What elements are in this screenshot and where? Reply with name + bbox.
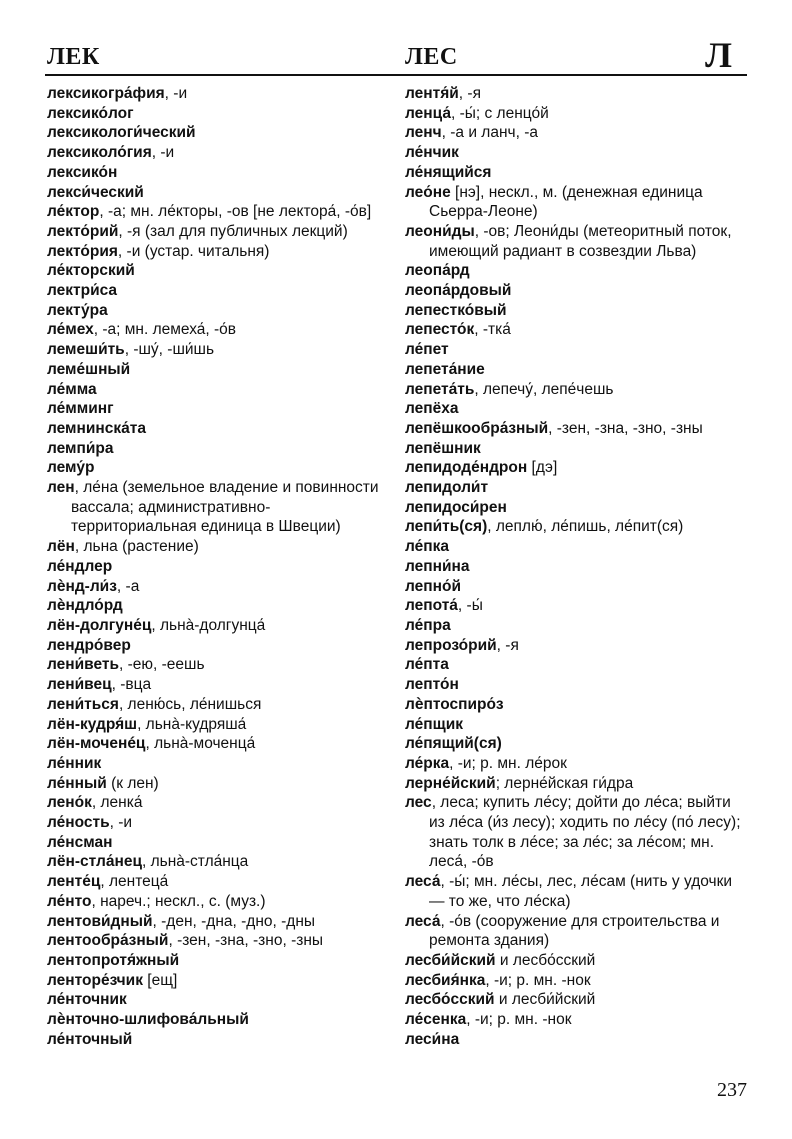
headword: лепно́й (405, 577, 461, 595)
headword: ле́нто (47, 892, 92, 910)
headword: ле́нный (47, 774, 107, 792)
dictionary-entry (47, 754, 392, 774)
dictionary-entry (405, 990, 750, 1010)
dictionary-entry (47, 872, 392, 892)
entry-remark: , -я (496, 636, 519, 654)
dictionary-entry (47, 616, 392, 636)
headword: ле́нящийся (405, 163, 492, 181)
entry-remark: , лепечу́, лепе́чешь (474, 380, 614, 398)
dictionary-entry (405, 183, 750, 222)
headword: лекто́рий (47, 222, 119, 240)
entry-remark: , -и; р. мн. -нок (485, 971, 591, 989)
section-letter: Л (705, 35, 732, 75)
headword: ленте́ц (47, 873, 101, 891)
entry-remark: ; лерне́йская ги́дра (495, 774, 634, 792)
headword: лемнинска́та (47, 419, 146, 437)
headword: лектри́са (47, 282, 118, 300)
headword: леони́ды (405, 222, 475, 240)
dictionary-entry (47, 380, 392, 400)
dictionary-entry (405, 320, 750, 340)
headword: лекси́ческий (47, 183, 144, 201)
headword: лепёшник (405, 439, 481, 457)
headword: лекту́ра (47, 301, 108, 319)
headword: лес (405, 794, 432, 812)
headword: лепто́н (405, 676, 459, 694)
entry-remark: и лесби́йский (494, 991, 596, 1009)
headword: лентови́дный (47, 912, 153, 930)
dictionary-entry (47, 695, 392, 715)
headword: ле́рка (405, 754, 450, 772)
headword: ле́мма (47, 380, 97, 398)
entry-remark: , леса; купить ле́су; дойти до ле́са; выйти из ле́са (и́з лесу); ходить по ле́су (по́ лесу); знать толк в ле́се; за ле́с; за ле́сом; мн. леса́, -о́в (429, 794, 741, 871)
headword: лѐндло́рд (47, 597, 123, 615)
header-rule (45, 74, 747, 76)
headword: лесбия́нка (405, 971, 486, 989)
headword: леопа́рд (405, 262, 470, 280)
dictionary-entry (405, 163, 750, 183)
dictionary-entry (47, 202, 392, 222)
headword: лепесто́к (405, 321, 475, 339)
dictionary-entry (405, 754, 750, 774)
headword: лентопротя́жный (47, 951, 180, 969)
dictionary-entry (47, 557, 392, 577)
dictionary-entry (47, 734, 392, 754)
entry-remark: , льнà-долгунца́ (151, 616, 266, 634)
headword: лён-моченéц (47, 735, 146, 753)
dictionary-entry (405, 577, 750, 597)
headword: лексикологи́ческий (47, 124, 196, 142)
dictionary-entry (405, 734, 750, 754)
dictionary-entry (405, 951, 750, 971)
dictionary-entry (47, 104, 392, 124)
dictionary-entry (405, 793, 750, 872)
dictionary-entry (405, 655, 750, 675)
headword: ле́ндлер (47, 557, 113, 575)
dictionary-entry (47, 793, 392, 813)
headword: ле́пщик (405, 715, 463, 733)
dictionary-entry (405, 636, 750, 656)
dictionary-entry (47, 912, 392, 932)
headword: лепидоли́т (405, 479, 489, 497)
headword: ле́нточный (47, 1030, 133, 1048)
headword: ле́пящий(ся) (405, 735, 502, 753)
entry-remark: , леню́сь, ле́нишься (118, 695, 262, 713)
entry-remark: , льнà-стла́нца (141, 853, 249, 871)
headword: леса́ (405, 873, 441, 891)
headword: лепидоде́ндрон (405, 459, 528, 477)
dictionary-entry (47, 419, 392, 439)
dictionary-entry (405, 360, 750, 380)
entry-remark: , -а (116, 577, 140, 595)
dictionary-entry (47, 478, 392, 537)
headword: лепёха (405, 400, 459, 418)
dictionary-entry (47, 84, 392, 104)
entry-remark: и лесбо́сский (495, 951, 596, 969)
dictionary-entry (47, 990, 392, 1010)
headword: лерне́йский (405, 774, 496, 792)
dictionary-entry (47, 1030, 392, 1050)
headword: лепёшкообра́зный (405, 419, 549, 437)
entry-remark: , -шу́, -ши́шь (124, 341, 215, 359)
headword: леси́на (405, 1030, 460, 1048)
headword: лѐнточно-шлифова́льный (47, 1011, 249, 1029)
entry-remark: , -зен, -зна, -зно, -зны (548, 419, 703, 437)
headword: ле́ность (47, 814, 110, 832)
dictionary-entry (47, 537, 392, 557)
dictionary-entry (47, 320, 392, 340)
headword: ле́пта (405, 656, 449, 674)
dictionary-entry (47, 261, 392, 281)
dictionary-entry (405, 281, 750, 301)
entry-remark: , -ов; Леони́ды (метеоритный поток, имеющий радиант в созвездии Льва) (429, 222, 732, 260)
entry-remark: , -а; мн. лемеха́, -о́в (93, 321, 237, 339)
dictionary-entry (47, 715, 392, 735)
headword: ле́нчик (405, 144, 459, 162)
headword: ленч (405, 124, 442, 142)
dictionary-entry (405, 557, 750, 577)
headword: лѐнд-ли́з (47, 577, 117, 595)
dictionary-entry (405, 340, 750, 360)
headword: леопа́рдовый (405, 282, 512, 300)
headword: леса́ (405, 912, 441, 930)
headword: лепи́ть(ся) (405, 518, 488, 536)
entry-remark: , -а и ланч, -а (441, 124, 538, 142)
headword: ле́ктор (47, 203, 100, 221)
dictionary-entry (405, 222, 750, 261)
headword: лено́к (47, 794, 92, 812)
headword: лепрозо́рий (405, 636, 497, 654)
dictionary-entry (47, 852, 392, 872)
dictionary-entry (47, 458, 392, 478)
headword: ле́пра (405, 616, 451, 634)
headword: лепета́ние (405, 360, 485, 378)
dictionary-entry (47, 813, 392, 833)
headword: лентя́й (405, 85, 459, 102)
dictionary-entry (47, 774, 392, 794)
headword: лемпи́ра (47, 439, 114, 457)
dictionary-entry (405, 872, 750, 911)
headword: лемеши́ть (47, 341, 125, 359)
entry-remark: , нареч.; нескл., с. (муз.) (91, 892, 266, 910)
headword: лен (47, 479, 75, 497)
dictionary-entry (47, 931, 392, 951)
entry-remark: , леплю́, ле́пишь, ле́пит(ся) (487, 518, 684, 536)
entry-remark: , -вца (111, 676, 152, 694)
headword: лепота́ (405, 597, 458, 615)
entry-remark: (к лен) (106, 774, 159, 792)
headword: лени́вец (47, 676, 112, 694)
entry-remark: , -ы́ (457, 597, 483, 615)
entry-remark: , -тка́ (474, 321, 511, 339)
headword: ле́сенка (405, 1011, 467, 1029)
dictionary-entry (47, 399, 392, 419)
entry-remark: , -а; мн. ле́кторы, -ов [не лектора́, -о́в] (99, 203, 372, 221)
dictionary-entry (47, 675, 392, 695)
headword: ленца́ (405, 104, 451, 122)
entry-remark: , лентеца́ (100, 873, 169, 891)
entry-remark: [дэ] (527, 459, 558, 477)
dictionary-entry (405, 301, 750, 321)
headword: лентообра́зный (47, 932, 169, 950)
entry-remark: , -и; р. мн. ле́рок (449, 754, 567, 772)
dictionary-entry (405, 439, 750, 459)
entry-remark: , -и (устар. читальня) (117, 242, 270, 260)
entry-remark: , -ы́; мн. ле́сы, лес, ле́сам (нить у удочки — то же, что ле́ска) (429, 873, 733, 910)
dictionary-entry (405, 774, 750, 794)
entry-remark: , льна (растение) (74, 538, 199, 556)
dictionary-entry (405, 399, 750, 419)
headword: ле́пка (405, 538, 450, 556)
entry-remark: , льнà-кудряша́ (137, 715, 247, 733)
dictionary-entry (47, 892, 392, 912)
headword: ле́мех (47, 321, 94, 339)
entry-remark: , -ден, -дна, -дно, -дны (152, 912, 316, 930)
entry-remark: , -о́в (сооружение для строительства и ремонта здания) (429, 912, 720, 950)
dictionary-entry (47, 123, 392, 143)
headword: лексико́н (47, 163, 118, 181)
headword: ле́кторский (47, 262, 135, 280)
headword: лексикогра́фия (47, 85, 165, 102)
right-column (405, 84, 750, 1049)
dictionary-entry (47, 360, 392, 380)
entry-remark: [ещ] (142, 971, 178, 989)
headword: лексико́лог (47, 104, 134, 122)
headword: лепета́ть (405, 380, 475, 398)
headword: лесби́йский (405, 951, 496, 969)
entry-remark: , -ею, -еешь (119, 656, 205, 674)
headword: лени́ться (47, 695, 119, 713)
left-column (47, 84, 392, 1049)
headword: ле́мминг (47, 400, 114, 418)
entry-remark: , -зен, -зна, -зно, -зны (168, 932, 324, 950)
headword: лён (47, 538, 75, 556)
dictionary-entry (405, 123, 750, 143)
dictionary-entry (405, 1030, 750, 1050)
headword: лён-кудря́ш (47, 715, 138, 733)
dictionary-entry (47, 971, 392, 991)
headword: ленторе́зчик (47, 971, 143, 989)
dictionary-entry (47, 163, 392, 183)
dictionary-entry (47, 951, 392, 971)
dictionary-entry (47, 242, 392, 262)
dictionary-entry (405, 715, 750, 735)
dictionary-entry (47, 143, 392, 163)
entry-remark: , ле́на (земельное владение и повинности вассала; административно-территориальная единица в Швеции) (71, 479, 379, 536)
headword: лён-долгуне́ц (47, 616, 152, 634)
headword: лени́веть (47, 656, 120, 674)
dictionary-entry (405, 458, 750, 478)
dictionary-entry (405, 261, 750, 281)
dictionary-entry (405, 84, 750, 104)
dictionary-entry (405, 675, 750, 695)
dictionary-entry (47, 655, 392, 675)
headword: ле́нсман (47, 833, 113, 851)
page-number: 237 (717, 1079, 747, 1101)
dictionary-entry (405, 498, 750, 518)
dictionary-entry (47, 596, 392, 616)
dictionary-entry (47, 281, 392, 301)
dictionary-entry (47, 833, 392, 853)
headword: лѐптоспиро́з (405, 695, 504, 713)
headword: лепестко́вый (405, 301, 507, 319)
headword: ле́нточник (47, 991, 127, 1009)
dictionary-entry (405, 695, 750, 715)
dictionary-entry (405, 912, 750, 951)
dictionary-entry (47, 301, 392, 321)
dictionary-entry (405, 971, 750, 991)
dictionary-entry (47, 439, 392, 459)
headword: леме́шный (47, 360, 131, 378)
running-head-left: ЛЕК (47, 44, 100, 70)
dictionary-entry (47, 183, 392, 203)
dictionary-entry (47, 636, 392, 656)
headword: ле́нник (47, 754, 102, 772)
headword: лему́р (47, 459, 95, 477)
headword: лесбо́сский (405, 991, 495, 1009)
dictionary-entry (405, 380, 750, 400)
running-head-right: ЛЕС (405, 44, 458, 70)
dictionary-entry (405, 517, 750, 537)
entry-remark: , -я (458, 85, 481, 102)
entry-remark: , льнà-моченца́ (145, 735, 256, 753)
entry-remark: , -я (зал для публичных лекций) (118, 222, 348, 240)
entry-remark: , ленка́ (91, 794, 143, 812)
entry-remark: , -и (109, 814, 133, 832)
headword: лепидоси́рен (405, 498, 507, 516)
dictionary-entry (405, 1010, 750, 1030)
dictionary-entry (47, 1010, 392, 1030)
dictionary-entry (405, 478, 750, 498)
entry-remark: , -и (151, 144, 175, 162)
headword: лён-стла́нец (47, 853, 142, 871)
entry-remark: [нэ], нескл., м. (денежная единица Сьерра-Леоне) (429, 183, 703, 221)
entry-remark: , -и; р. мн. -нок (466, 1011, 572, 1029)
dictionary-entry (405, 537, 750, 557)
dictionary-entry (47, 222, 392, 242)
headword: ле́пет (405, 341, 449, 359)
headword: лендро́вер (47, 636, 131, 654)
entry-remark: , -и (164, 85, 188, 102)
dictionary-entry (405, 596, 750, 616)
headword: лекто́рия (47, 242, 118, 260)
entry-remark: , -ы́; с ленцо́й (450, 104, 549, 122)
headword: лепни́на (405, 557, 470, 575)
dictionary-entry (405, 616, 750, 636)
dictionary-entry (47, 577, 392, 597)
dictionary-entry (405, 104, 750, 124)
headword: лео́не (405, 183, 451, 201)
headword: лексиколо́гия (47, 144, 152, 162)
dictionary-entry (405, 143, 750, 163)
dictionary-entry (405, 419, 750, 439)
dictionary-entry (47, 340, 392, 360)
